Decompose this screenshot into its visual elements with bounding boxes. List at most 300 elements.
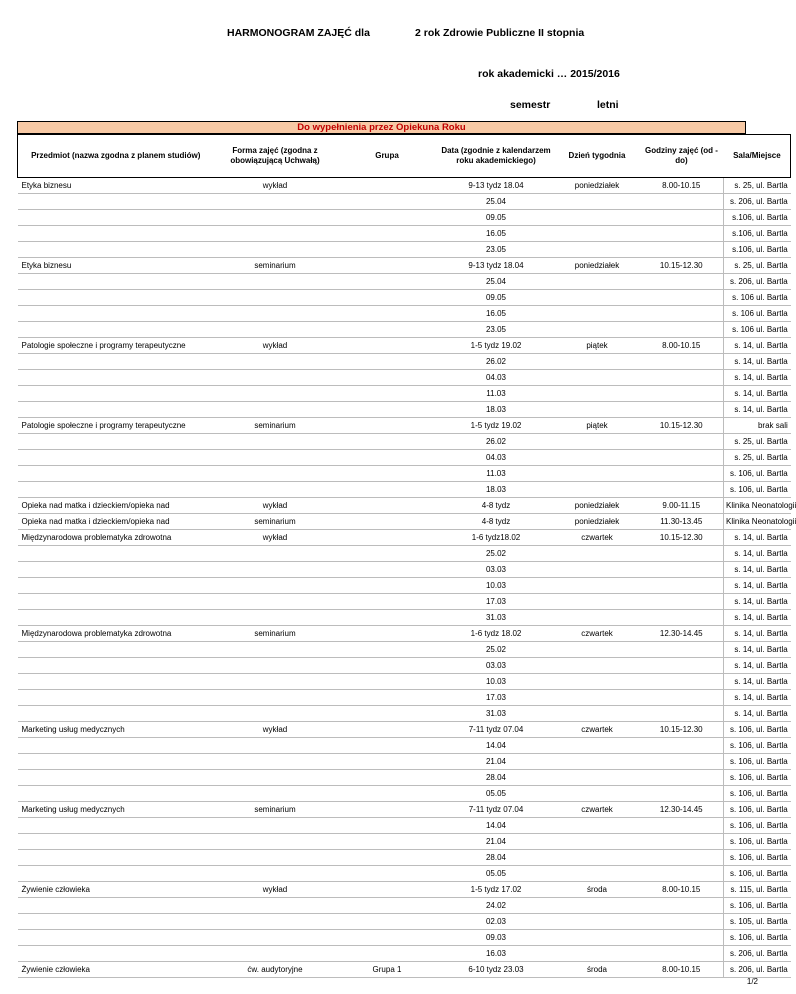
cell-day (555, 642, 640, 658)
cell-group (337, 802, 438, 818)
cell-hours (640, 354, 724, 370)
cell-date: 10.03 (438, 674, 555, 690)
cell-date: 1-6 tydz18.02 (438, 530, 555, 546)
cell-day (555, 738, 640, 754)
cell-form (214, 226, 337, 242)
cell-group (337, 530, 438, 546)
table-row (18, 642, 791, 658)
cell-date: 28.04 (438, 770, 555, 786)
cell-group (337, 818, 438, 834)
cell-form: wykład (214, 530, 337, 546)
cell-day: środa (555, 882, 640, 898)
cell-hours: 8.00-10.15 (640, 882, 724, 898)
cell-date: 21.04 (438, 754, 555, 770)
cell-room: s. 106, ul. Bartla (724, 738, 791, 754)
table-row (18, 674, 791, 690)
cell-hours (640, 290, 724, 306)
cell-subject (18, 930, 214, 946)
cell-room: s. 106, ul. Bartla (724, 722, 791, 738)
semester-value: letni (597, 99, 619, 111)
table-row (18, 818, 791, 834)
table-row (18, 274, 791, 290)
cell-hours: 12.30-14.45 (640, 626, 724, 642)
cell-room: s. 25, ul. Bartla (724, 450, 791, 466)
cell-hours (640, 194, 724, 210)
cell-group (337, 658, 438, 674)
cell-group (337, 242, 438, 258)
cell-form (214, 770, 337, 786)
cell-day (555, 786, 640, 802)
cell-subject (18, 786, 214, 802)
cell-date: 04.03 (438, 370, 555, 386)
cell-room: s. 14, ul. Bartla (724, 386, 791, 402)
cell-group (337, 642, 438, 658)
cell-date: 1-6 tydz 18.02 (438, 626, 555, 642)
cell-day: czwartek (555, 722, 640, 738)
table-row (18, 738, 791, 754)
cell-date: 16.05 (438, 226, 555, 242)
semester-label: semestr (510, 99, 551, 111)
cell-date: 17.03 (438, 594, 555, 610)
cell-day (555, 354, 640, 370)
cell-room: s. 106 ul. Bartla (724, 290, 791, 306)
table-row (18, 930, 791, 946)
cell-subject (18, 290, 214, 306)
fill-in-banner: Do wypełnienia przez Opiekuna Roku (17, 121, 746, 134)
cell-subject (18, 386, 214, 402)
cell-form (214, 642, 337, 658)
cell-day (555, 914, 640, 930)
cell-day: poniedziałek (555, 498, 640, 514)
table-row (18, 514, 791, 530)
cell-group (337, 434, 438, 450)
cell-hours (640, 610, 724, 626)
cell-date: 10.03 (438, 578, 555, 594)
cell-subject (18, 434, 214, 450)
cell-hours (640, 818, 724, 834)
cell-group (337, 578, 438, 594)
cell-form (214, 866, 337, 882)
cell-day (555, 834, 640, 850)
cell-group (337, 946, 438, 962)
cell-date: 28.04 (438, 850, 555, 866)
cell-subject (18, 674, 214, 690)
cell-form (214, 402, 337, 418)
table-row (18, 370, 791, 386)
cell-subject: Patologie społeczne i programy terapeutyczne (18, 418, 214, 434)
cell-date: 26.02 (438, 354, 555, 370)
cell-form: seminarium (214, 626, 337, 642)
table-row (18, 482, 791, 498)
cell-day (555, 850, 640, 866)
column-header-hours: Godziny zajęć (od - do) (640, 135, 724, 178)
column-header-form: Forma zajęć (zgodna z obowiązującą Uchwałą) (214, 135, 337, 178)
cell-form (214, 850, 337, 866)
cell-room: s. 106 ul. Bartla (724, 322, 791, 338)
table-row (18, 770, 791, 786)
cell-subject (18, 898, 214, 914)
cell-form (214, 674, 337, 690)
cell-hours (640, 642, 724, 658)
cell-day (555, 818, 640, 834)
column-header-day: Dzień tygodnia (555, 135, 640, 178)
table-row (18, 402, 791, 418)
cell-hours: 8.00-10.15 (640, 338, 724, 354)
cell-subject (18, 322, 214, 338)
cell-room: brak sali (724, 418, 791, 434)
cell-date: 11.03 (438, 386, 555, 402)
table-row (18, 450, 791, 466)
cell-group (337, 306, 438, 322)
cell-day (555, 242, 640, 258)
cell-date: 25.02 (438, 546, 555, 562)
cell-form (214, 658, 337, 674)
cell-group (337, 178, 438, 194)
cell-form: wykład (214, 722, 337, 738)
cell-form: seminarium (214, 514, 337, 530)
cell-group (337, 722, 438, 738)
cell-hours (640, 434, 724, 450)
cell-room: s.106, ul. Bartla (724, 242, 791, 258)
cell-room: s. 206, ul. Bartla (724, 194, 791, 210)
cell-room: s. 206, ul. Bartla (724, 274, 791, 290)
cell-day (555, 306, 640, 322)
cell-hours (640, 578, 724, 594)
cell-group (337, 610, 438, 626)
cell-form (214, 546, 337, 562)
cell-day: poniedziałek (555, 514, 640, 530)
cell-hours (640, 322, 724, 338)
cell-date: 03.03 (438, 562, 555, 578)
cell-hours (640, 402, 724, 418)
cell-group (337, 290, 438, 306)
cell-room: s. 106 ul. Bartla (724, 306, 791, 322)
cell-group (337, 418, 438, 434)
cell-form (214, 834, 337, 850)
cell-date: 25.04 (438, 194, 555, 210)
cell-group (337, 930, 438, 946)
cell-day (555, 754, 640, 770)
cell-group (337, 194, 438, 210)
cell-day (555, 770, 640, 786)
cell-subject (18, 482, 214, 498)
cell-date: 14.04 (438, 738, 555, 754)
column-header-date: Data (zgodnie z kalendarzem roku akademickiego) (438, 135, 555, 178)
table-row (18, 210, 791, 226)
cell-date: 7-11 tydz 07.04 (438, 802, 555, 818)
cell-group (337, 754, 438, 770)
cell-subject (18, 578, 214, 594)
cell-room: s. 25, ul. Bartla (724, 178, 791, 194)
table-row (18, 610, 791, 626)
cell-group (337, 914, 438, 930)
cell-subject: Żywienie człowieka (18, 882, 214, 898)
cell-room: s. 106, ul. Bartla (724, 898, 791, 914)
cell-subject (18, 866, 214, 882)
cell-hours (640, 770, 724, 786)
cell-form (214, 946, 337, 962)
cell-hours (640, 562, 724, 578)
cell-room: s. 14, ul. Bartla (724, 658, 791, 674)
table-row (18, 882, 791, 898)
cell-subject (18, 306, 214, 322)
cell-form (214, 450, 337, 466)
cell-subject (18, 402, 214, 418)
cell-date: 16.05 (438, 306, 555, 322)
program-name: 2 rok Zdrowie Publiczne II stopnia (415, 27, 585, 39)
cell-date: 4-8 tydz (438, 498, 555, 514)
cell-form: seminarium (214, 418, 337, 434)
cell-day (555, 674, 640, 690)
cell-subject (18, 242, 214, 258)
cell-day (555, 386, 640, 402)
table-row (18, 194, 791, 210)
cell-subject: Patologie społeczne i programy terapeutyczne (18, 338, 214, 354)
cell-form (214, 898, 337, 914)
cell-room: s. 14, ul. Bartla (724, 706, 791, 722)
cell-day (555, 866, 640, 882)
cell-group (337, 866, 438, 882)
cell-room: s. 14, ul. Bartla (724, 530, 791, 546)
cell-subject (18, 770, 214, 786)
table-row (18, 626, 791, 642)
cell-room: s. 206, ul. Bartla (724, 946, 791, 962)
cell-subject: Międzynarodowa problematyka zdrowotna (18, 530, 214, 546)
cell-group (337, 370, 438, 386)
table-row (18, 834, 791, 850)
cell-hours (640, 594, 724, 610)
cell-date: 04.03 (438, 450, 555, 466)
cell-hours: 8.00-10.15 (640, 962, 724, 978)
cell-hours (640, 706, 724, 722)
cell-date: 1-5 tydz 19.02 (438, 338, 555, 354)
table-row (18, 946, 791, 962)
cell-day (555, 290, 640, 306)
cell-hours (640, 930, 724, 946)
cell-room: s. 105, ul. Bartla (724, 914, 791, 930)
cell-hours (640, 386, 724, 402)
cell-hours (640, 850, 724, 866)
cell-day (555, 402, 640, 418)
cell-room: s. 14, ul. Bartla (724, 370, 791, 386)
table-row (18, 338, 791, 354)
cell-subject (18, 194, 214, 210)
cell-date: 14.04 (438, 818, 555, 834)
cell-group (337, 850, 438, 866)
table-row (18, 786, 791, 802)
cell-day (555, 466, 640, 482)
cell-room: s. 25, ul. Bartla (724, 258, 791, 274)
table-row (18, 306, 791, 322)
cell-form (214, 738, 337, 754)
cell-day: czwartek (555, 530, 640, 546)
cell-date: 9-13 tydz 18.04 (438, 178, 555, 194)
cell-form: seminarium (214, 258, 337, 274)
table-row (18, 962, 791, 978)
cell-hours (640, 738, 724, 754)
cell-form (214, 482, 337, 498)
cell-day (555, 610, 640, 626)
table-row (18, 418, 791, 434)
cell-group: Grupa 1 (337, 962, 438, 978)
cell-subject (18, 706, 214, 722)
cell-subject (18, 466, 214, 482)
cell-form (214, 818, 337, 834)
cell-day (555, 450, 640, 466)
cell-room: s. 106, ul. Bartla (724, 818, 791, 834)
table-row (18, 722, 791, 738)
table-row (18, 354, 791, 370)
cell-group (337, 882, 438, 898)
cell-subject (18, 818, 214, 834)
cell-group (337, 450, 438, 466)
cell-form: ćw. audytoryjne (214, 962, 337, 978)
cell-date: 31.03 (438, 706, 555, 722)
table-row (18, 466, 791, 482)
cell-hours (640, 450, 724, 466)
cell-room: s. 14, ul. Bartla (724, 546, 791, 562)
cell-day (555, 274, 640, 290)
cell-hours (640, 946, 724, 962)
cell-subject (18, 690, 214, 706)
cell-room: s. 14, ul. Bartla (724, 690, 791, 706)
cell-date: 9-13 tydz 18.04 (438, 258, 555, 274)
cell-subject: Żywienie człowieka (18, 962, 214, 978)
cell-date: 03.03 (438, 658, 555, 674)
document-title: HARMONOGRAM ZAJĘĆ dla (227, 27, 370, 39)
cell-form (214, 562, 337, 578)
cell-date: 18.03 (438, 482, 555, 498)
table-row (18, 434, 791, 450)
cell-room: s. 14, ul. Bartla (724, 578, 791, 594)
cell-group (337, 898, 438, 914)
cell-form (214, 930, 337, 946)
cell-hours (640, 210, 724, 226)
cell-hours (640, 674, 724, 690)
cell-day (555, 226, 640, 242)
cell-day (555, 370, 640, 386)
cell-date: 09.05 (438, 290, 555, 306)
cell-hours (640, 274, 724, 290)
cell-room: s.106, ul. Bartla (724, 210, 791, 226)
cell-date: 05.05 (438, 866, 555, 882)
cell-hours (640, 370, 724, 386)
page-number: 1/2 (746, 977, 758, 986)
table-row (18, 562, 791, 578)
academic-year: rok akademicki … 2015/2016 (478, 68, 620, 80)
cell-subject (18, 546, 214, 562)
table-row (18, 866, 791, 882)
cell-date: 02.03 (438, 914, 555, 930)
cell-room: s. 106, ul. Bartla (724, 482, 791, 498)
cell-day (555, 898, 640, 914)
cell-subject (18, 834, 214, 850)
schedule-table (17, 134, 796, 978)
cell-hours: 10.15-12.30 (640, 258, 724, 274)
cell-subject (18, 738, 214, 754)
cell-room: s. 14, ul. Bartla (724, 626, 791, 642)
cell-date: 25.02 (438, 642, 555, 658)
cell-group (337, 274, 438, 290)
cell-form: wykład (214, 338, 337, 354)
table-row (18, 802, 791, 818)
cell-subject (18, 658, 214, 674)
cell-room: s. 14, ul. Bartla (724, 674, 791, 690)
cell-day (555, 658, 640, 674)
cell-date: 18.03 (438, 402, 555, 418)
cell-group (337, 514, 438, 530)
cell-room: s. 14, ul. Bartla (724, 562, 791, 578)
cell-group (337, 498, 438, 514)
column-header-subject: Przedmiot (nazwa zgodna z planem studiów) (18, 135, 214, 178)
cell-room: s. 25, ul. Bartla (724, 434, 791, 450)
cell-subject (18, 754, 214, 770)
cell-room: s. 14, ul. Bartla (724, 594, 791, 610)
cell-subject (18, 210, 214, 226)
table-row (18, 850, 791, 866)
cell-subject: Międzynarodowa problematyka zdrowotna (18, 626, 214, 642)
cell-form (214, 786, 337, 802)
cell-hours (640, 834, 724, 850)
cell-hours (640, 546, 724, 562)
cell-room: Klinika Neonatologii (724, 514, 791, 530)
cell-form: wykład (214, 498, 337, 514)
table-row (18, 546, 791, 562)
cell-subject: Marketing usług medycznych (18, 802, 214, 818)
cell-subject (18, 610, 214, 626)
cell-group (337, 482, 438, 498)
table-row (18, 290, 791, 306)
cell-date: 25.04 (438, 274, 555, 290)
cell-hours (640, 898, 724, 914)
cell-day (555, 210, 640, 226)
cell-group (337, 690, 438, 706)
cell-hours: 10.15-12.30 (640, 530, 724, 546)
cell-subject (18, 354, 214, 370)
cell-room: s.106, ul. Bartla (724, 226, 791, 242)
cell-form (214, 386, 337, 402)
cell-group (337, 626, 438, 642)
cell-hours: 12.30-14.45 (640, 802, 724, 818)
cell-hours: 9.00-11.15 (640, 498, 724, 514)
cell-hours: 10.15-12.30 (640, 722, 724, 738)
cell-room: s. 106, ul. Bartla (724, 802, 791, 818)
cell-subject (18, 946, 214, 962)
cell-date: 1-5 tydz 19.02 (438, 418, 555, 434)
cell-group (337, 226, 438, 242)
table-row (18, 578, 791, 594)
cell-day (555, 194, 640, 210)
cell-day: środa (555, 962, 640, 978)
table-row (18, 386, 791, 402)
cell-day (555, 434, 640, 450)
cell-date: 23.05 (438, 242, 555, 258)
cell-group (337, 738, 438, 754)
cell-date: 7-11 tydz 07.04 (438, 722, 555, 738)
cell-subject (18, 850, 214, 866)
cell-subject (18, 642, 214, 658)
cell-group (337, 834, 438, 850)
cell-group (337, 562, 438, 578)
table-header-row (18, 135, 791, 178)
cell-form (214, 274, 337, 290)
cell-date: 16.03 (438, 946, 555, 962)
cell-group (337, 770, 438, 786)
cell-date: 1-5 tydz 17.02 (438, 882, 555, 898)
cell-room: s. 106, ul. Bartla (724, 834, 791, 850)
cell-date: 6-10 tydz 23.03 (438, 962, 555, 978)
cell-group (337, 210, 438, 226)
